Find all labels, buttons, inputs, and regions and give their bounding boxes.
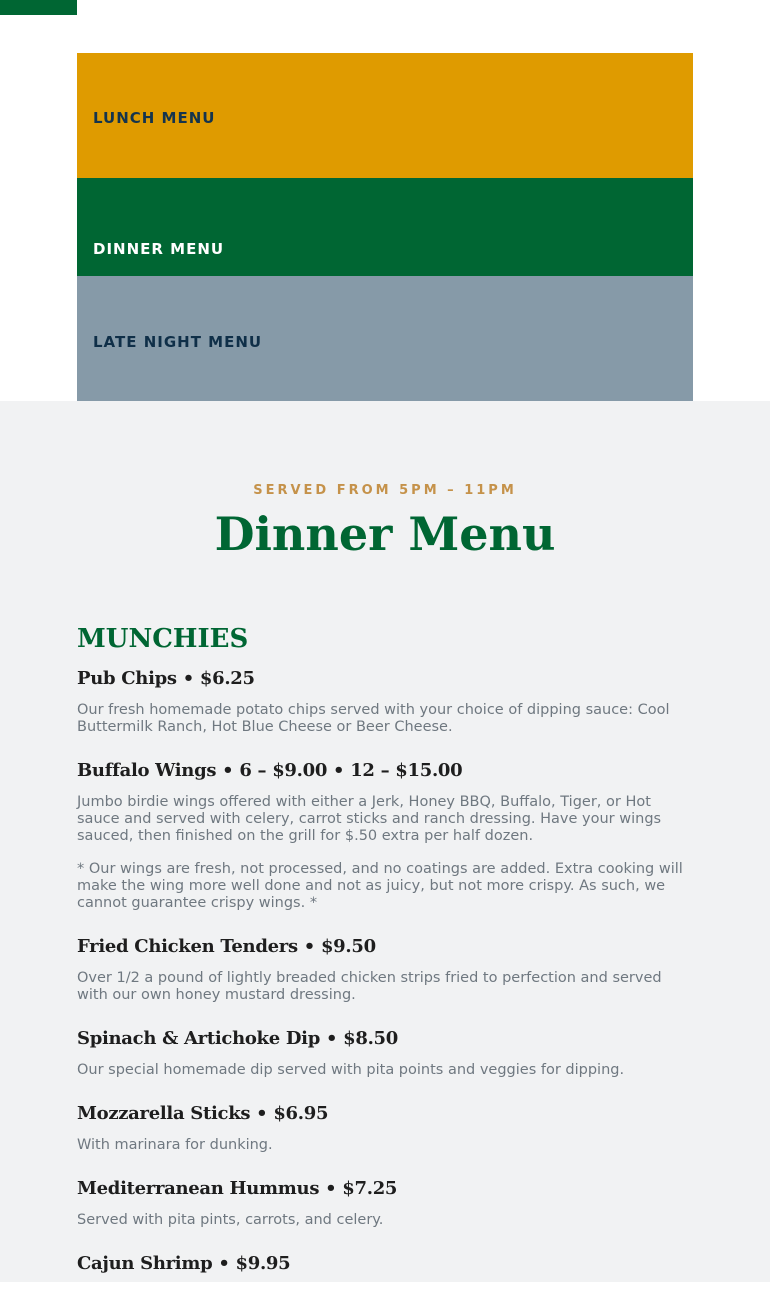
menu-item xyxy=(77,758,693,912)
served-hours: SERVED FROM 5PM – 11PM xyxy=(253,483,517,498)
menu-item-name: Mozzarella Sticks • $6.95 xyxy=(77,1103,329,1124)
menu-item-name: Fried Chicken Tenders • $9.50 xyxy=(77,936,376,957)
menu-item xyxy=(77,1176,693,1229)
menu-item-name: Spinach & Artichoke Dip • $8.50 xyxy=(77,1028,398,1049)
menu-tabs xyxy=(77,53,693,401)
menu-item-description: Jumbo birdie wings offered with either a Jerk, Honey BBQ, Buffalo, Tiger, or Hot sauce and served with celery, carrot sticks and ranch dressing. Have your wings sauced, then finished on the grill for $.50 extra per half dozen. xyxy=(77,794,662,844)
menu-item-description: Over 1/2 a pound of lightly breaded chicken strips fried to perfection and served with our own honey mustard dressing. xyxy=(77,970,662,1003)
dinner-menu-section xyxy=(0,401,770,1282)
menu-item xyxy=(77,1101,693,1154)
menu-item-description: With marinara for dunking. xyxy=(77,1137,273,1153)
menu-item xyxy=(77,666,693,736)
menu-item-description: Served with pita pints, carrots, and celery. xyxy=(77,1212,384,1228)
tab-late-night-label: LATE NIGHT MENU xyxy=(93,333,263,351)
menu-item-name: Cajun Shrimp • $9.95 xyxy=(77,1253,291,1274)
menu-item-description: Our fresh homemade potato chips served with your choice of dipping sauce: Cool Buttermilk Ranch, Hot Blue Cheese or Beer Cheese. xyxy=(77,702,670,735)
menu-item-description: Our special homemade dip served with pita points and veggies for dipping. xyxy=(77,1062,625,1078)
menu-item xyxy=(77,934,693,1004)
menu-item-name: Buffalo Wings • 6 – $9.00 • 12 – $15.00 xyxy=(77,760,463,781)
menu-item xyxy=(77,1251,693,1277)
tab-late-night-menu[interactable] xyxy=(77,276,693,401)
category-heading: MUNCHIES xyxy=(77,624,249,654)
menu-items-list xyxy=(77,666,693,1299)
menu-item-name: Pub Chips • $6.25 xyxy=(77,668,255,689)
tab-lunch-label: LUNCH MENU xyxy=(93,109,216,127)
tab-dinner-label: DINNER MENU xyxy=(93,240,225,258)
tab-lunch-menu[interactable] xyxy=(77,53,693,178)
header-stub-bar xyxy=(0,0,77,15)
menu-item-name: Mediterranean Hummus • $7.25 xyxy=(77,1178,398,1199)
tab-dinner-menu[interactable] xyxy=(77,178,693,276)
menu-item xyxy=(77,1026,693,1079)
menu-title: Dinner Menu xyxy=(214,507,556,561)
menu-item-note: * Our wings are fresh, not processed, and no coatings are added. Extra cooking will make the wing more well done and not as juicy, but not more crispy. As such, we cannot guarantee crispy wings. * xyxy=(77,861,683,911)
